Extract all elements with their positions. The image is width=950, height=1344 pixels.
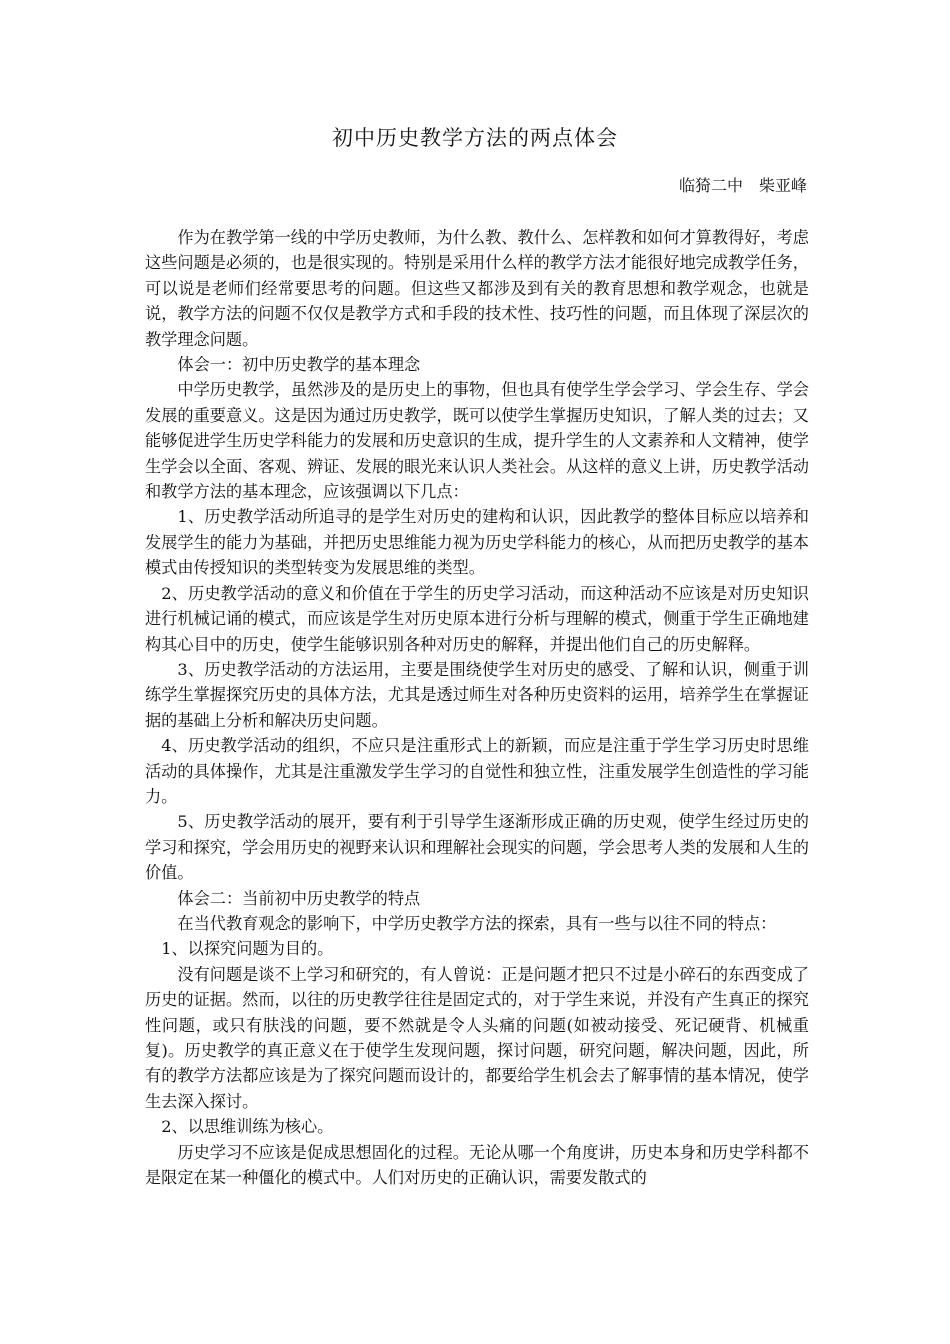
feature-heading-2: 2、以思维训练为核心。 (161, 1117, 334, 1137)
paragraph: 在当代教育观念的影响下，中学历史教学方法的探索，具有一些与以往不同的特点： (177, 913, 777, 933)
section-heading-1: 体会一：初中历史教学的基本理念 (177, 355, 421, 375)
document-body (145, 225, 809, 1190)
list-item-2: 2、历史教学活动的意义和价值在于学生的历史学习活动，而这种活动不应该是对历史知识进行机械记诵的模式，而应该是学生对历史原本进行分析与理解的模式，侧重于学生正确地建构其心目中的历史，使学生能够识别各种对历史的解释，并提出他们自己的历史解释。 (145, 583, 809, 654)
feature-heading-1: 1、以探究问题为目的。 (161, 939, 334, 959)
list-item-3: 3、历史教学活动的方法运用，主要是围绕使学生对历史的感受、了解和认识，侧重于训练学生掌握探究历史的具体方法，尤其是透过师生对各种历史资料的运用，培养学生在掌握证据的基础上分析和解决历史问题。 (145, 659, 809, 730)
author-line: 临猗二中 柴亚峰 (678, 176, 807, 195)
paragraph: 没有问题是谈不上学习和研究的，有人曾说：正是问题才把只不过是小碎石的东西变成了历史的证据。然而，以往的历史教学往往是固定式的，对于学生来说，并没有产生真正的探究性问题，或只有肤浅的问题，要不然就是令人头痛的问题(如被动接受、死记硬背、机械重复)。历史教学的真正意义在于使学生发现问题，探讨问题，研究问题，解决问题，因此，所有的教学方法都应该是为了探究问题而设计的，都要给学生机会去了解事情的基本情况，使学生去深入探讨。 (145, 964, 809, 1111)
section-heading-2: 体会二：当前初中历史教学的特点 (177, 888, 421, 908)
paragraph-intro: 作为在教学第一线的中学历史教师，为什么教、教什么、怎样教和如何才算教得好，考虑这些问题是必须的，也是很实现的。特别是采用什么样的教学方法才能很好地完成教学任务，可以说是老师们经常要思考的问题。但这些又都涉及到有关的教育思想和教学观念，也就是说，教学方法的问题不仅仅是教学方式和手段的技术性、技巧性的问题，而且体现了深层次的教学理念问题。 (145, 228, 809, 349)
list-item-1: 1、历史教学活动所追寻的是学生对历史的建构和认识，因此教学的整体目标应以培养和发展学生的能力为基础，并把历史思维能力视为历史学科能力的核心，从而把历史教学的基本模式由传授知识的类型转变为发展思维的类型。 (145, 507, 809, 578)
document-title: 初中历史教学方法的两点体会 (332, 126, 618, 150)
paragraph: 历史学习不应该是促成思想固化的过程。无论从哪一个角度讲，历史本身和历史学科都不是限定在某一种僵化的模式中。人们对历史的正确认识，需要发散式的 (145, 1142, 809, 1188)
list-item-5: 5、历史教学活动的展开，要有利于引导学生逐渐形成正确的历史观，使学生经过历史的学习和探究，学会用历史的视野来认识和理解社会现实的问题，学会思考人类的发展和人生的价值。 (145, 812, 809, 883)
list-item-4: 4、历史教学活动的组织，不应只是注重形式上的新颖，而应是注重于学生学习历史时思维活动的具体操作，尤其是注重激发学生学习的自觉性和独立性，注重发展学生创造性的学习能力。 (145, 736, 809, 806)
paragraph: 中学历史教学，虽然涉及的是历史上的事物，但也具有使学生学会学习、学会生存、学会发展的重要意义。这是因为通过历史教学，既可以使学生掌握历史知识，了解人类的过去；又能够促进学生历史学科能力的发展和历史意识的生成，提升学生的人文素养和人文精神，使学生学会以全面、客观、辨证、发展的眼光来认识人类社会。从这样的意义上讲，历史教学活动和教学方法的基本理念，应该强调以下几点： (145, 380, 809, 502)
